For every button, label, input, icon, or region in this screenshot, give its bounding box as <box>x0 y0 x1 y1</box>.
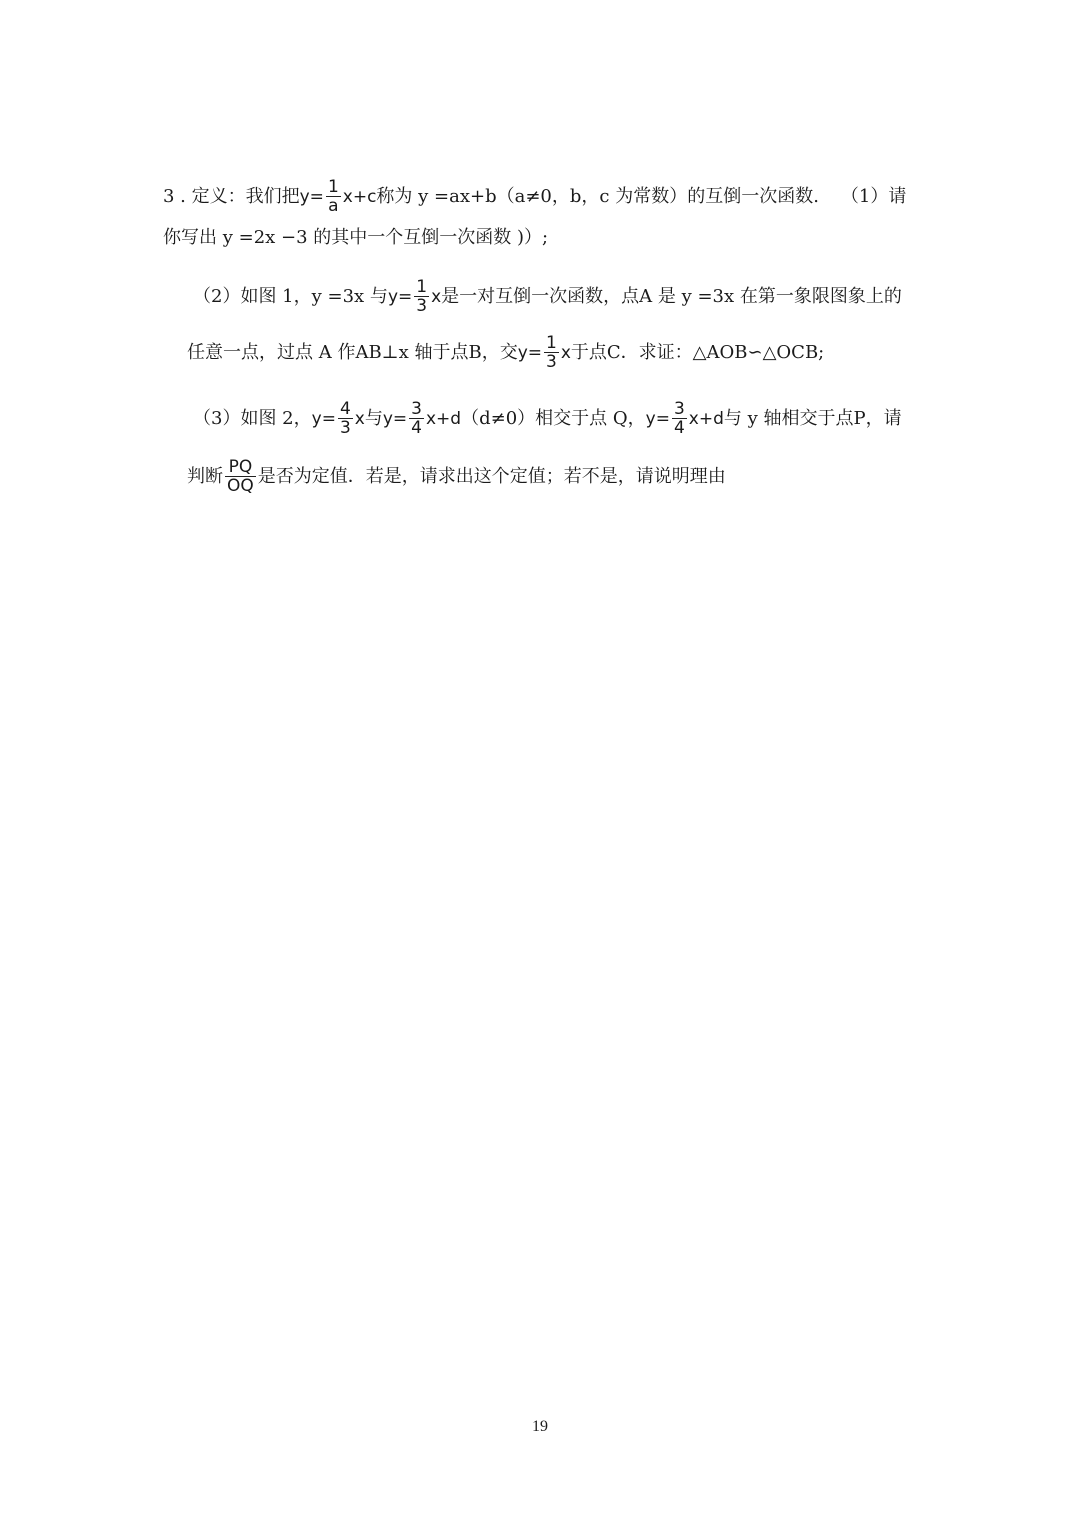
line3-suffix: 是一对互倒一次函数，点A 是 y =3x 在第一象限图象上的 <box>441 285 902 307</box>
problem-line-1 <box>163 178 906 215</box>
line5-formula2-lhs: y= <box>382 408 408 429</box>
line5-formula3-rhs: x+d <box>688 408 724 429</box>
problem-line-5 <box>193 400 902 437</box>
line3-formula-rhs: x <box>431 286 442 307</box>
line5-fraction3 <box>672 400 687 437</box>
problem-line-4 <box>187 334 824 371</box>
problem-line-3 <box>193 278 902 315</box>
line5-prefix: （3）如图 2， <box>193 407 312 429</box>
line2-text: 你写出 y =2x −3 的其中一个互倒一次函数 )）; <box>163 227 549 248</box>
line1-formula-lhs: y= <box>299 186 324 207</box>
line3-fraction-numerator: 1 <box>416 277 428 297</box>
line4-fraction <box>544 334 559 371</box>
line1-fraction <box>326 178 341 215</box>
problem-line-6 <box>187 458 726 495</box>
line5-fraction2-numerator: 3 <box>411 399 422 419</box>
line5-formula1-rhs: x <box>354 408 365 429</box>
line5-fraction2-denominator: 4 <box>411 418 422 438</box>
line5-formula2-rhs: x+d <box>425 408 462 429</box>
line5-fraction1 <box>338 400 353 437</box>
line1-formula-rhs: x+c <box>342 186 377 207</box>
line3-formula-lhs: y= <box>387 286 413 307</box>
line6-fraction-numerator: PQ <box>228 457 253 477</box>
line5-fraction3-numerator: 3 <box>673 399 685 419</box>
line1-fraction-denominator: a <box>328 196 339 216</box>
line1-suffix: （1）请 <box>840 185 907 207</box>
line1-fraction-numerator: 1 <box>327 177 339 197</box>
line5-formula3-lhs: y= <box>645 408 670 429</box>
line6-prefix: 判断 <box>187 465 223 487</box>
line5-fraction2 <box>409 400 424 437</box>
line1-prefix: 3 . 定义：我们把 <box>163 185 300 207</box>
line5-fraction1-numerator: 4 <box>339 399 351 419</box>
line6-fraction-denominator: OQ <box>227 476 254 496</box>
line5-suffix: 与 y 轴相交于点P，请 <box>723 407 902 429</box>
line4-prefix: 任意一点，过点 A 作AB⊥x 轴于点B，交 <box>187 341 518 363</box>
line3-fraction <box>414 278 429 315</box>
line4-formula-lhs: y= <box>517 342 543 363</box>
line5-fraction1-denominator: 3 <box>339 418 351 438</box>
problem-line-2 <box>163 226 548 250</box>
line5-formula1-lhs: y= <box>311 408 336 429</box>
line6-suffix: 是否为定值．若是，请求出这个定值；若不是，请说明理由 <box>257 465 726 487</box>
line4-fraction-denominator: 3 <box>546 352 557 372</box>
line5-mid1: 与 <box>364 407 383 429</box>
line4-fraction-numerator: 1 <box>546 333 557 353</box>
line1-mid: 称为 y =ax+b（a≠0，b，c 为常数）的互倒一次函数. <box>376 185 819 207</box>
line3-prefix: （2）如图 1，y =3x 与 <box>193 285 388 307</box>
line4-suffix: 于点C．求证：△AOB∽△OCB; <box>570 341 825 363</box>
line6-fraction <box>225 458 256 495</box>
line5-mid2: （d≠0）相交于点 Q， <box>461 407 646 429</box>
page-number: 19 <box>532 1418 548 1435</box>
line5-fraction3-denominator: 4 <box>673 418 685 438</box>
line4-formula-rhs: x <box>560 342 571 363</box>
line3-fraction-denominator: 3 <box>416 296 428 316</box>
